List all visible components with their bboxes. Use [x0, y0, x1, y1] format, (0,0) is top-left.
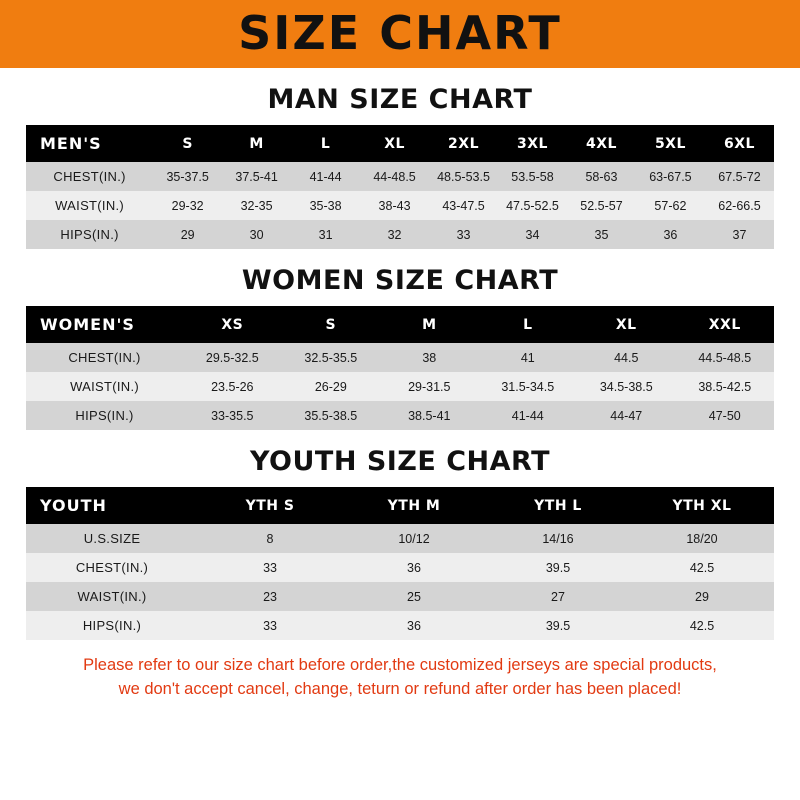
table-header-row — [26, 487, 774, 524]
cell: 41-44 — [479, 401, 577, 430]
youth-header-s: YTH S — [198, 487, 342, 524]
footer-note-line1: Please refer to our size chart before order,the customized jerseys are special products, — [83, 656, 717, 674]
cell: 35 — [567, 220, 636, 249]
row-label: HIPS(IN.) — [26, 401, 183, 430]
women-header-xl: XL — [577, 306, 675, 343]
men-header-3xl: 3XL — [498, 125, 567, 162]
row-label: CHEST(IN.) — [26, 343, 183, 372]
cell: 41-44 — [291, 162, 360, 191]
footer-note — [26, 654, 774, 702]
cell: 18/20 — [630, 524, 774, 553]
cell: 33 — [198, 553, 342, 582]
cell: 33 — [429, 220, 498, 249]
cell: 32 — [360, 220, 429, 249]
cell: 33-35.5 — [183, 401, 281, 430]
cell: 37 — [705, 220, 774, 249]
cell: 38-43 — [360, 191, 429, 220]
row-label: CHEST(IN.) — [26, 553, 198, 582]
cell: 29-32 — [153, 191, 222, 220]
cell: 31.5-34.5 — [479, 372, 577, 401]
table-row — [26, 553, 774, 582]
cell: 32-35 — [222, 191, 291, 220]
page-title: SIZE CHART — [238, 6, 562, 60]
women-header-l: L — [479, 306, 577, 343]
cell: 33 — [198, 611, 342, 640]
youth-section-title: YOUTH SIZE CHART — [249, 446, 551, 477]
row-label: U.S.SIZE — [26, 524, 198, 553]
men-header-6xl: 6XL — [705, 125, 774, 162]
cell: 35-38 — [291, 191, 360, 220]
cell: 62-66.5 — [705, 191, 774, 220]
cell: 25 — [342, 582, 486, 611]
cell: 39.5 — [486, 611, 630, 640]
cell: 27 — [486, 582, 630, 611]
row-label: WAIST(IN.) — [26, 191, 153, 220]
cell: 32.5-35.5 — [282, 343, 380, 372]
table-row — [26, 582, 774, 611]
cell: 10/12 — [342, 524, 486, 553]
cell: 31 — [291, 220, 360, 249]
cell: 14/16 — [486, 524, 630, 553]
table-row — [26, 343, 774, 372]
cell: 29 — [153, 220, 222, 249]
cell: 57-62 — [636, 191, 705, 220]
table-row — [26, 220, 774, 249]
cell: 35-37.5 — [153, 162, 222, 191]
cell: 23.5-26 — [183, 372, 281, 401]
cell: 67.5-72 — [705, 162, 774, 191]
cell: 29-31.5 — [380, 372, 478, 401]
youth-header-l: YTH L — [486, 487, 630, 524]
youth-header-label: YOUTH — [26, 487, 198, 524]
cell: 35.5-38.5 — [282, 401, 380, 430]
men-header-l: L — [291, 125, 360, 162]
men-header-label: MEN'S — [26, 125, 153, 162]
cell: 41 — [479, 343, 577, 372]
cell: 53.5-58 — [498, 162, 567, 191]
cell: 37.5-41 — [222, 162, 291, 191]
cell: 44-48.5 — [360, 162, 429, 191]
table-header-row — [26, 125, 774, 162]
header-band — [0, 0, 800, 68]
women-header-xxl: XXL — [676, 306, 775, 343]
women-section-title: WOMEN SIZE CHART — [241, 265, 559, 296]
table-row — [26, 372, 774, 401]
cell: 38.5-41 — [380, 401, 478, 430]
cell: 47-50 — [676, 401, 775, 430]
youth-header-xl: YTH XL — [630, 487, 774, 524]
youth-header-m: YTH M — [342, 487, 486, 524]
cell: 34 — [498, 220, 567, 249]
women-size-table — [26, 306, 774, 430]
table-row — [26, 191, 774, 220]
cell: 34.5-38.5 — [577, 372, 675, 401]
cell: 47.5-52.5 — [498, 191, 567, 220]
table-row — [26, 162, 774, 191]
cell: 39.5 — [486, 553, 630, 582]
cell: 44.5 — [577, 343, 675, 372]
cell: 38.5-42.5 — [676, 372, 775, 401]
men-header-4xl: 4XL — [567, 125, 636, 162]
women-header-xs: XS — [183, 306, 281, 343]
women-header-s: S — [282, 306, 380, 343]
cell: 44.5-48.5 — [676, 343, 775, 372]
content-area — [0, 84, 800, 702]
cell: 63-67.5 — [636, 162, 705, 191]
row-label: WAIST(IN.) — [26, 582, 198, 611]
women-header-label: WOMEN'S — [26, 306, 183, 343]
cell: 36 — [342, 611, 486, 640]
row-label: HIPS(IN.) — [26, 611, 198, 640]
cell: 36 — [636, 220, 705, 249]
men-size-table — [26, 125, 774, 249]
cell: 38 — [380, 343, 478, 372]
table-row — [26, 611, 774, 640]
cell: 42.5 — [630, 611, 774, 640]
men-header-5xl: 5XL — [636, 125, 705, 162]
row-label: CHEST(IN.) — [26, 162, 153, 191]
men-section-title: MAN SIZE CHART — [267, 84, 533, 115]
men-header-2xl: 2XL — [429, 125, 498, 162]
row-label: HIPS(IN.) — [26, 220, 153, 249]
cell: 26-29 — [282, 372, 380, 401]
cell: 48.5-53.5 — [429, 162, 498, 191]
table-row — [26, 401, 774, 430]
table-header-row — [26, 306, 774, 343]
cell: 29.5-32.5 — [183, 343, 281, 372]
women-header-m: M — [380, 306, 478, 343]
cell: 42.5 — [630, 553, 774, 582]
cell: 52.5-57 — [567, 191, 636, 220]
cell: 30 — [222, 220, 291, 249]
cell: 8 — [198, 524, 342, 553]
cell: 44-47 — [577, 401, 675, 430]
table-row — [26, 524, 774, 553]
youth-size-table — [26, 487, 774, 640]
men-header-m: M — [222, 125, 291, 162]
men-header-xl: XL — [360, 125, 429, 162]
cell: 29 — [630, 582, 774, 611]
cell: 43-47.5 — [429, 191, 498, 220]
cell: 23 — [198, 582, 342, 611]
cell: 36 — [342, 553, 486, 582]
footer-note-line2: we don't accept cancel, change, teturn or refund after order has been placed! — [118, 679, 682, 698]
men-header-s: S — [153, 125, 222, 162]
cell: 58-63 — [567, 162, 636, 191]
row-label: WAIST(IN.) — [26, 372, 183, 401]
